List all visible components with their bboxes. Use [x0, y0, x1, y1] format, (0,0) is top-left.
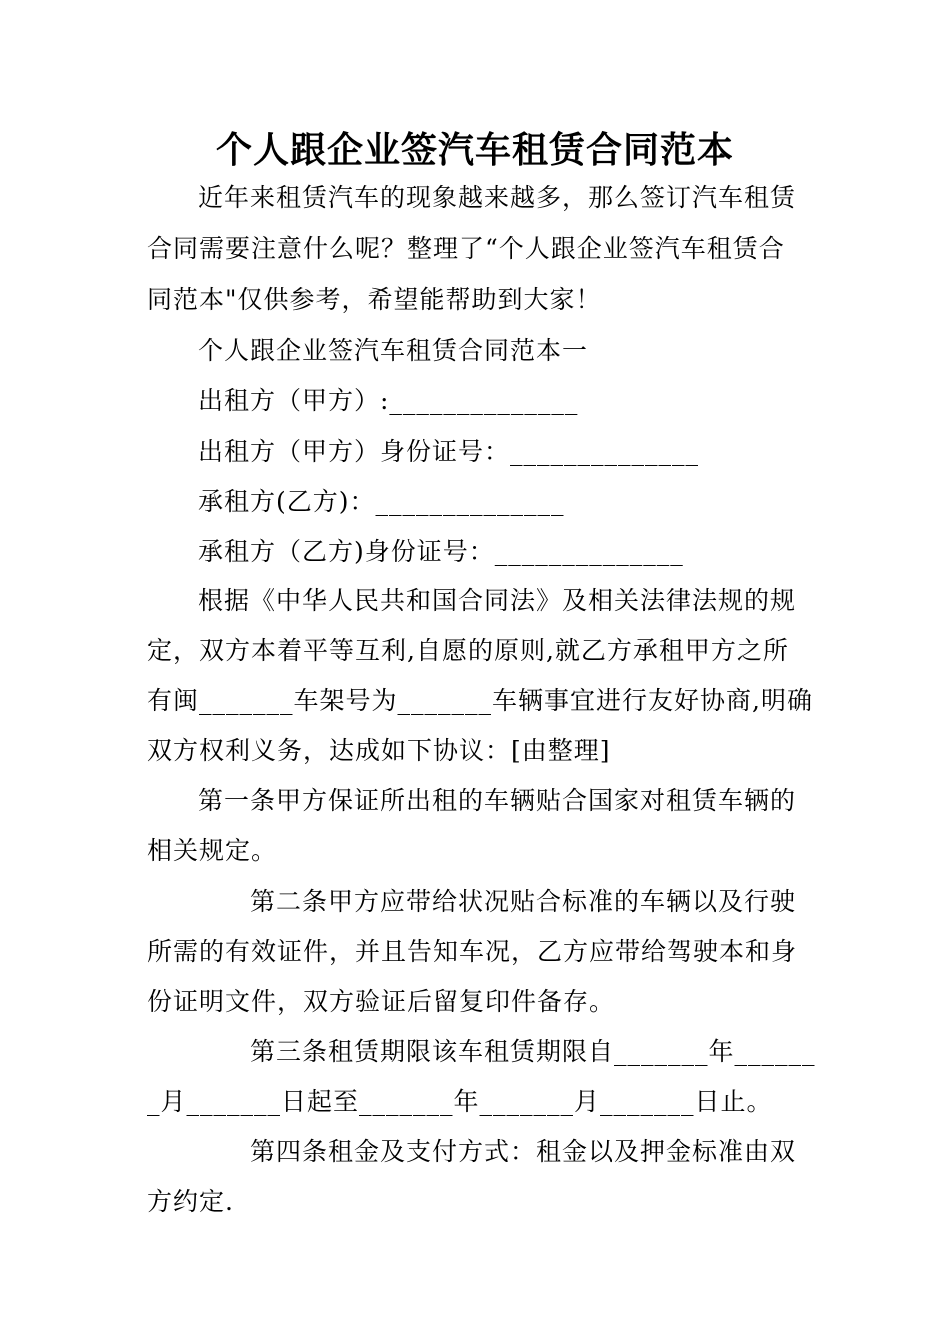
article-3-line-1: 第三条租赁期限该车租赁期限自_______年______: [250, 1037, 816, 1066]
preamble-line-2: 定，双方本着平等互利,自愿的原则,就乙方承租甲方之所: [147, 636, 789, 665]
document-title: 个人跟企业签汽车租赁合同范本: [215, 129, 734, 171]
intro-line-1: 近年来租赁汽车的现象越来越多，那么签订汽车租赁: [198, 183, 797, 212]
lessee-id-field: 承租方（乙方)身份证号：______________: [198, 537, 684, 566]
article-2-line-3: 份证明文件，双方验证后留复印件备存。: [147, 987, 616, 1016]
intro-line-2: 合同需要注意什么呢？整理了“个人跟企业签汽车租赁合: [147, 234, 785, 263]
article-3-line-2: _月_______日起至_______年_______月_______日止。: [147, 1087, 773, 1116]
article-1-line-1: 第一条甲方保证所出租的车辆贴合国家对租赁车辆的: [198, 786, 797, 815]
section-heading: 个人跟企业签汽车租赁合同范本一: [198, 336, 589, 365]
article-4-line-2: 方约定.: [147, 1187, 234, 1216]
intro-line-3: 同范本"仅供参考，希望能帮助到大家！: [147, 285, 602, 314]
lessor-field: 出租方（甲方）:______________: [198, 386, 579, 415]
article-2-line-2: 所需的有效证件，并且告知车况，乙方应带给驾驶本和身: [147, 937, 798, 966]
lessee-field: 承租方(乙方)：______________: [198, 487, 565, 516]
lessor-id-field: 出租方（甲方）身份证号：______________: [198, 437, 700, 466]
preamble-line-3: 有闽_______车架号为_______车辆事宜进行友好协商,明确: [147, 686, 813, 715]
article-2-line-1: 第二条甲方应带给状况贴合标准的车辆以及行驶: [250, 887, 797, 916]
article-1-line-2: 相关规定。: [147, 836, 278, 865]
article-4-line-1: 第四条租金及支付方式：租金以及押金标准由双: [250, 1137, 797, 1166]
preamble-line-1: 根据《中华人民共和国合同法》及相关法律法规的规: [198, 586, 797, 615]
preamble-line-4: 双方权利义务，达成如下协议：[由整理]: [147, 736, 611, 765]
